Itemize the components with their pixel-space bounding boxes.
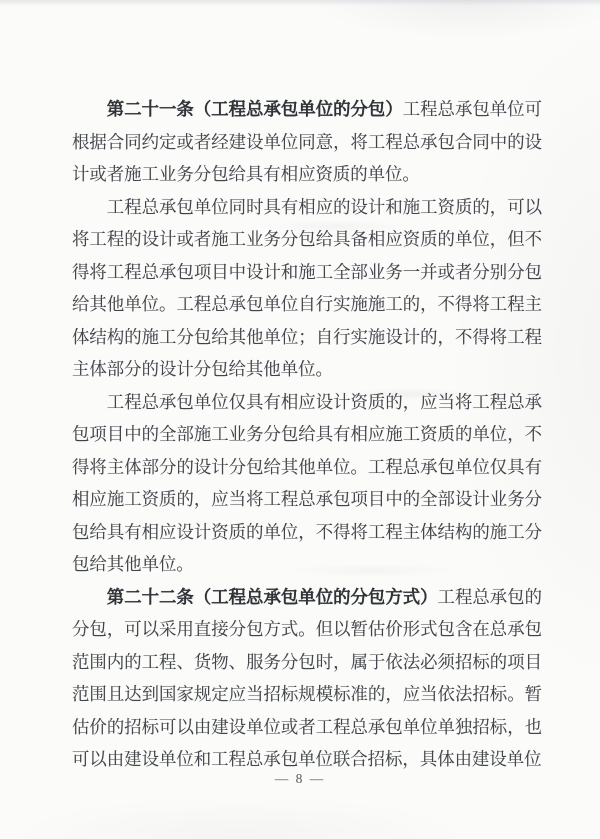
article-heading: 第二十二条（工程总承包单位的分包方式） (106, 586, 438, 607)
paragraph (72, 581, 542, 776)
document-body (72, 93, 542, 776)
article-heading: 第二十一条（工程总承包单位的分包） (106, 99, 403, 119)
page-number: — 8 — (274, 771, 326, 786)
body-text: 工程总承包单位可根据合同约定或者经建设单位同意，将工程总承包合同中的设计或者施工业务分包给具有相应资质的单位。 (72, 99, 542, 184)
page-footer (0, 768, 600, 790)
paragraph (72, 386, 542, 581)
paragraph (72, 93, 542, 191)
body-text: 工程总承包单位仅具有相应设计资质的，应当将工程总承包项目中的全部施工业务分包给具有相应施工资质的单位，不得将主体部分的设计分包给其他单位。工程总承包单位仅具有相应施工资质的，应当将工程总承包项目中的全部设计业务分包给具有相应设计资质的单位，不得将工程主体结构的施工分包给其他单位。 (72, 391, 542, 574)
body-text: 工程总承包的分包，可以采用直接分包方式。但以暂估价形式包含在总承包范围内的工程、货物、服务分包时，属于依法必须招标的项目范围且达到国家规定应当招标规模标准的，应当依法招标。暂估价的招标可以由建设单位或者工程总承包单位单独招标，也可以由建设单位和工程总承包单位联合招标，具体由建设单位 (72, 586, 542, 769)
paragraph (72, 191, 542, 386)
body-text: 工程总承包单位同时具有相应的设计和施工资质的，可以将工程的设计或者施工业务分包给具备相应资质的单位，但不得将工程总承包项目中设计和施工全部业务一并或者分别分包给其他单位。工程总承包单位自行实施施工的，不得将工程主体结构的施工分包给其他单位；自行实施设计的，不得将工程主体部分的设计分包给其他单位。 (72, 196, 542, 379)
